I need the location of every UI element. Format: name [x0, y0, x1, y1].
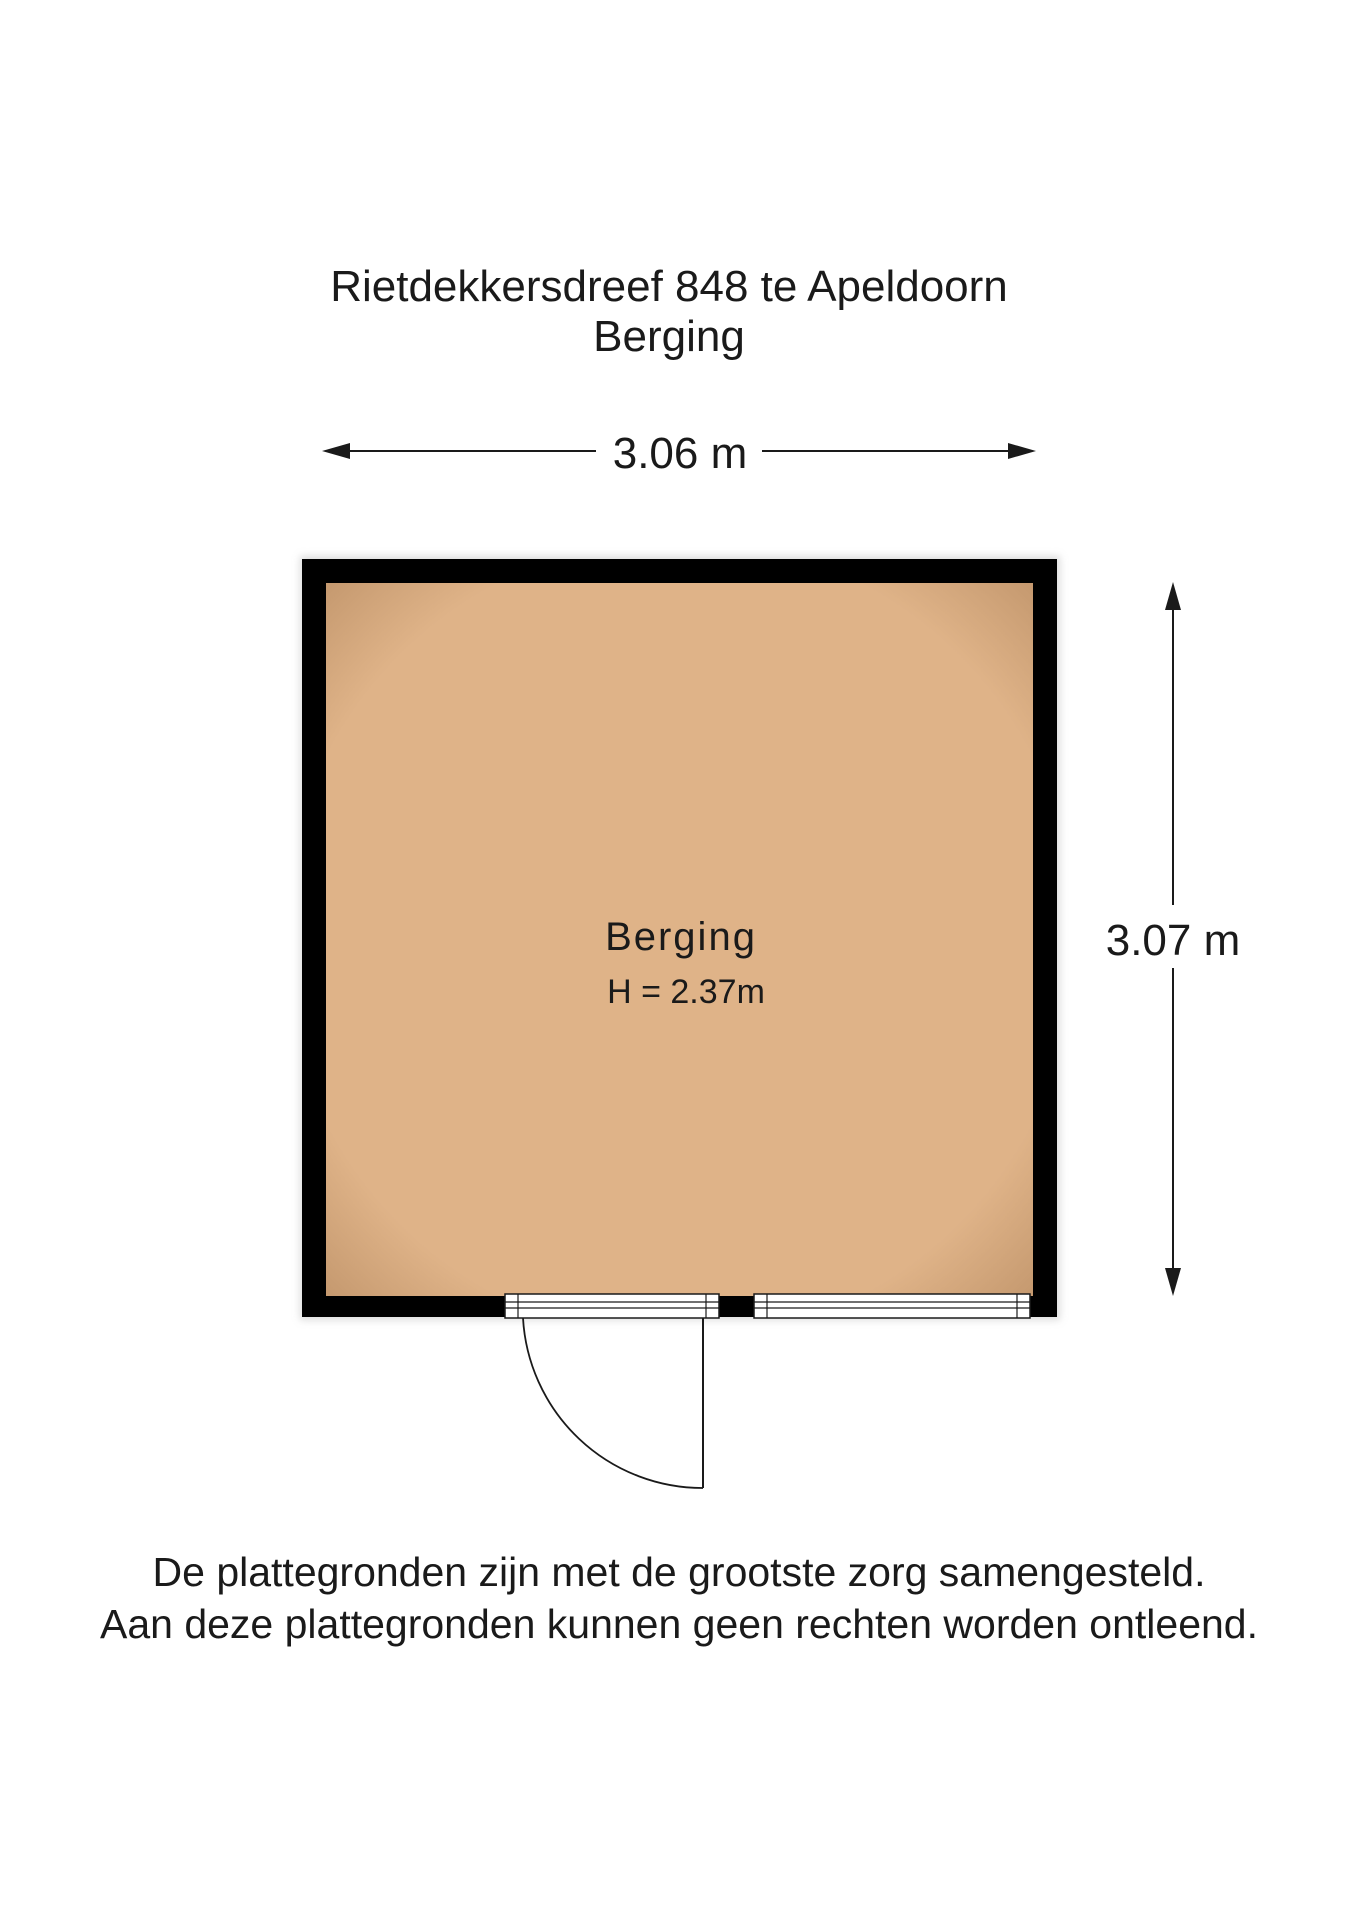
- width-dimension: [322, 429, 1036, 478]
- arrow-up-icon: [1165, 582, 1181, 610]
- door-swing: [523, 1318, 703, 1488]
- disclaimer-line-1: De plattegronden zijn met de grootste zorg samengesteld.: [152, 1549, 1206, 1595]
- address-title: Rietdekkersdreef 848 te Apeldoorn: [330, 262, 1008, 311]
- depth-dimension-label: 3.07 m: [1105, 916, 1241, 965]
- door-swing-arc: [523, 1318, 703, 1488]
- disclaimer: [0, 1546, 1358, 1650]
- arrow-left-icon: [322, 443, 350, 459]
- floor-name-title: Berging: [593, 312, 745, 361]
- door-frame: [505, 1294, 719, 1318]
- arrow-right-icon: [1008, 443, 1036, 459]
- arrow-down-icon: [1165, 1268, 1181, 1296]
- window-frame: [754, 1294, 1030, 1318]
- room-name-label: Berging: [605, 915, 757, 959]
- width-dimension-label: 3.06 m: [612, 429, 748, 478]
- depth-dimension: [1106, 582, 1241, 1296]
- disclaimer-line-2: Aan deze plattegronden kunnen geen rechten worden ontleend.: [99, 1601, 1258, 1647]
- room-height-label: H = 2.37m: [607, 973, 765, 1011]
